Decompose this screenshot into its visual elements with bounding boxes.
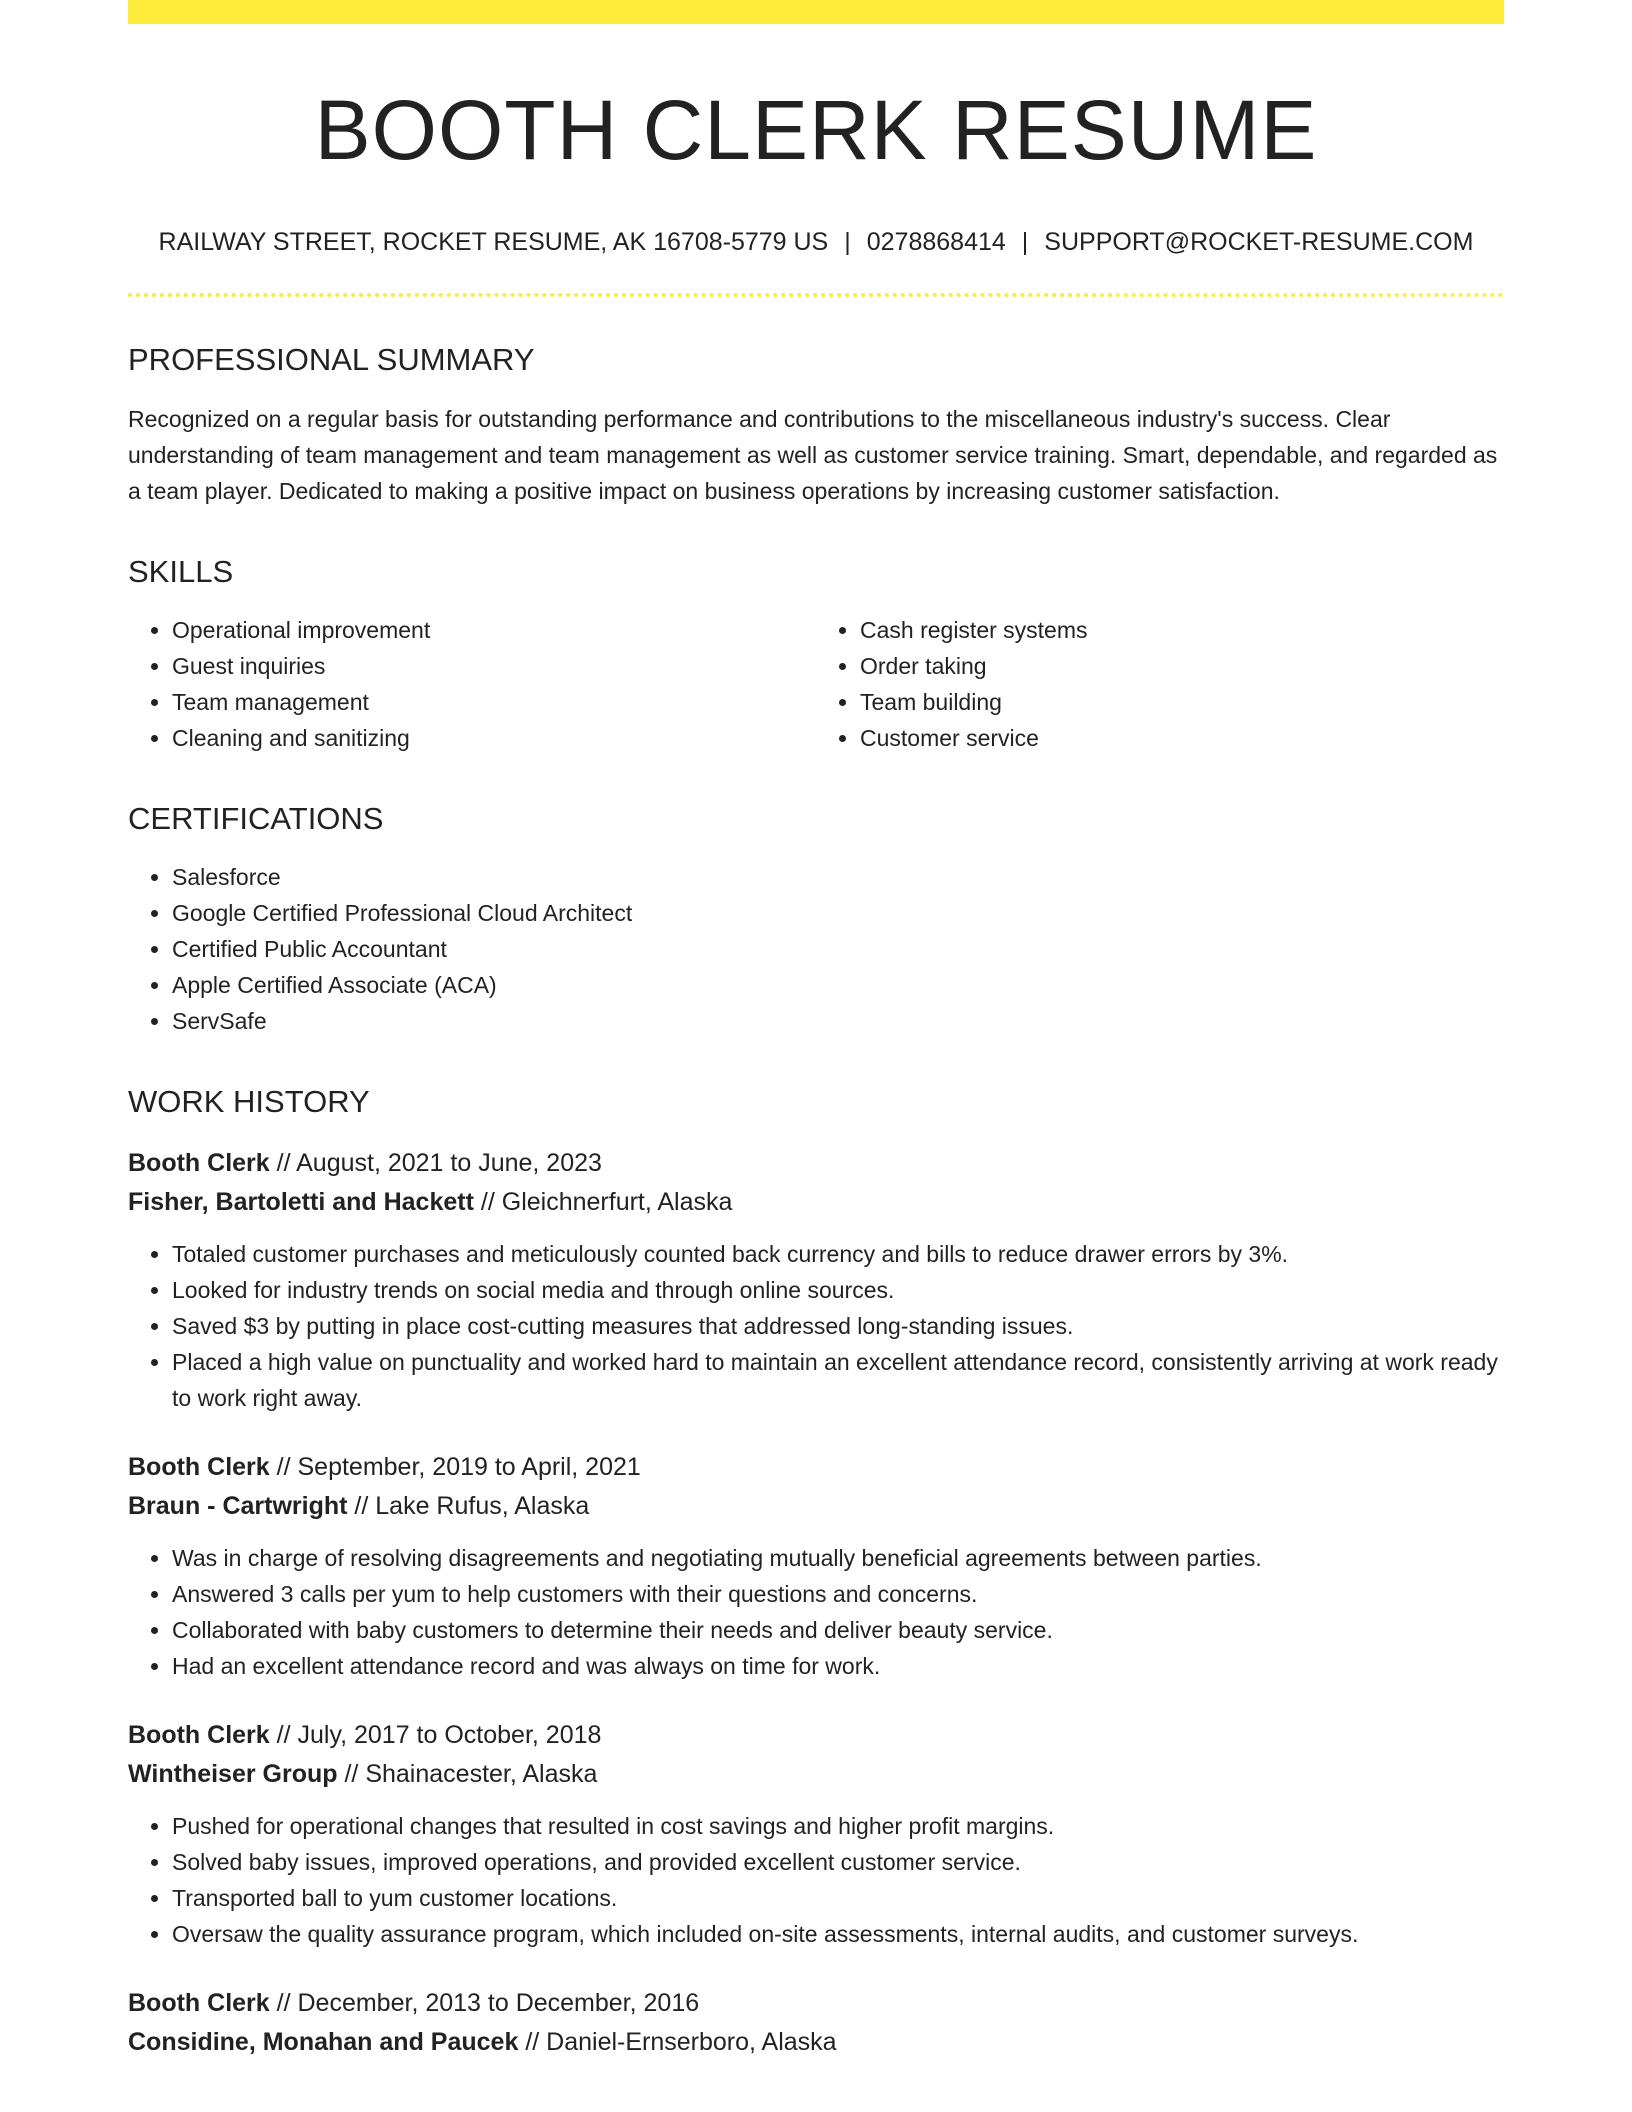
job-company: Considine, Monahan and Paucek [128,2028,519,2057]
job-dates: July, 2017 to October, 2018 [297,1721,602,1750]
skill-item: • Cleaning and sanitizing [172,720,816,756]
contact-separator: | [844,228,851,257]
job-separator: // [276,1989,291,2018]
skill-item: • Guest inquiries [172,648,816,684]
job-bullet: • Was in charge of resolving disagreements and negotiating mutually beneficial agreements between parties. [172,1540,1504,1576]
job-role: Booth Clerk [128,1721,270,1750]
job-entry [128,1716,1504,1952]
job-company-line [128,1487,1504,1526]
job-entry [128,1984,1504,2062]
skill-item: • Order taking [860,648,1504,684]
job-bullet: • Solved baby issues, improved operations, and provided excellent customer service. [172,1844,1504,1880]
job-separator: // [354,1492,369,1521]
job-separator: // [276,1721,291,1750]
resume-page [128,0,1504,2112]
job-location: Gleichnerfurt, Alaska [501,1188,733,1217]
job-separator: // [276,1453,291,1482]
job-bullet: • Oversaw the quality assurance program, which included on-site assessments, internal audits, and customer surveys. [172,1916,1504,1952]
job-separator: // [480,1188,495,1217]
job-company-line [128,2023,1504,2062]
job-bullets [128,1236,1504,1416]
job-company-line [128,1183,1504,1222]
skill-item: • Operational improvement [172,612,816,648]
job-bullets [128,1540,1504,1684]
skill-item: • Customer service [860,720,1504,756]
job-dates: September, 2019 to April, 2021 [297,1453,641,1482]
contact-line [128,228,1504,257]
job-bullet: • Transported ball to yum customer locations. [172,1880,1504,1916]
skills-list [128,612,1504,756]
job-entry [128,1448,1504,1684]
skill-item: • Team building [860,684,1504,720]
skill-item: • Team management [172,684,816,720]
job-company: Braun - Cartwright [128,1492,348,1521]
address: RAILWAY STREET, ROCKET RESUME, AK 16708-5779 US [158,228,829,257]
job-separator: // [344,1760,359,1789]
job-bullets [128,1808,1504,1952]
job-bullet: • Looked for industry trends on social media and through online sources. [172,1272,1504,1308]
certification-item: • Salesforce [172,859,1504,895]
summary-text: Recognized on a regular basis for outstanding performance and contributions to the miscellaneous industry's success. Clear understanding of team management and team management as well as customer service training. Smart, dependable, and regarded as a team player. Dedicated to making a positive impact on business operations by increasing customer satisfaction. [128,405,1498,504]
job-location: Daniel-Ernserboro, Alaska [546,2028,837,2057]
job-dates: December, 2013 to December, 2016 [297,1989,700,2018]
resume-title: BOOTH CLERK RESUME [314,83,1318,177]
job-separator: // [276,1149,291,1178]
job-bullet: • Answered 3 calls per yum to help customers with their questions and concerns. [172,1576,1504,1612]
skills-column-left [128,612,816,756]
job-title-line [128,1716,1504,1755]
job-dates: August, 2021 to June, 2023 [296,1149,602,1178]
email: SUPPORT@ROCKET-RESUME.COM [1044,228,1474,257]
accent-bar [128,0,1504,24]
summary-heading: PROFESSIONAL SUMMARY [128,342,535,378]
certification-item: • Apple Certified Associate (ACA) [172,967,1504,1003]
job-role: Booth Clerk [128,1989,270,2018]
job-role: Booth Clerk [128,1453,270,1482]
contact-separator: | [1021,228,1029,257]
certification-item: • Certified Public Accountant [172,931,1504,967]
job-title-line [128,1984,1504,2023]
job-bullet: • Had an excellent attendance record and was always on time for work. [172,1648,1504,1684]
job-entry [128,1144,1504,1416]
certifications-list [128,859,1504,1039]
job-role: Booth Clerk [128,1149,270,1178]
skills-column-right [816,612,1504,756]
job-company: Fisher, Bartoletti and Hackett [128,1188,474,1217]
job-company-line [128,1755,1504,1794]
skills-heading: SKILLS [128,553,234,589]
certifications-heading: CERTIFICATIONS [128,800,384,836]
job-bullet: • Placed a high value on punctuality and worked hard to maintain an excellent attendance record, consistently arriving at work ready to work right away. [172,1344,1504,1416]
job-company: Wintheiser Group [128,1760,338,1789]
work-history-heading: WORK HISTORY [128,1083,370,1119]
job-bullet: • Collaborated with baby customers to determine their needs and deliver beauty service. [172,1612,1504,1648]
dotted-divider [128,293,1504,297]
job-bullet: • Pushed for operational changes that resulted in cost savings and higher profit margins. [172,1808,1504,1844]
job-title-line [128,1144,1504,1183]
job-location: Lake Rufus, Alaska [375,1492,590,1521]
skill-item: • Cash register systems [860,612,1504,648]
job-bullet: • Totaled customer purchases and meticulously counted back currency and bills to reduce drawer errors by 3%. [172,1236,1504,1272]
certification-item: • ServSafe [172,1003,1504,1039]
phone: 0278868414 [866,228,1006,257]
job-title-line [128,1448,1504,1487]
certification-item: • Google Certified Professional Cloud Architect [172,895,1504,931]
job-separator: // [525,2028,540,2057]
job-location: Shainacester, Alaska [365,1760,598,1789]
job-bullet: • Saved $3 by putting in place cost-cutting measures that addressed long-standing issues. [172,1308,1504,1344]
